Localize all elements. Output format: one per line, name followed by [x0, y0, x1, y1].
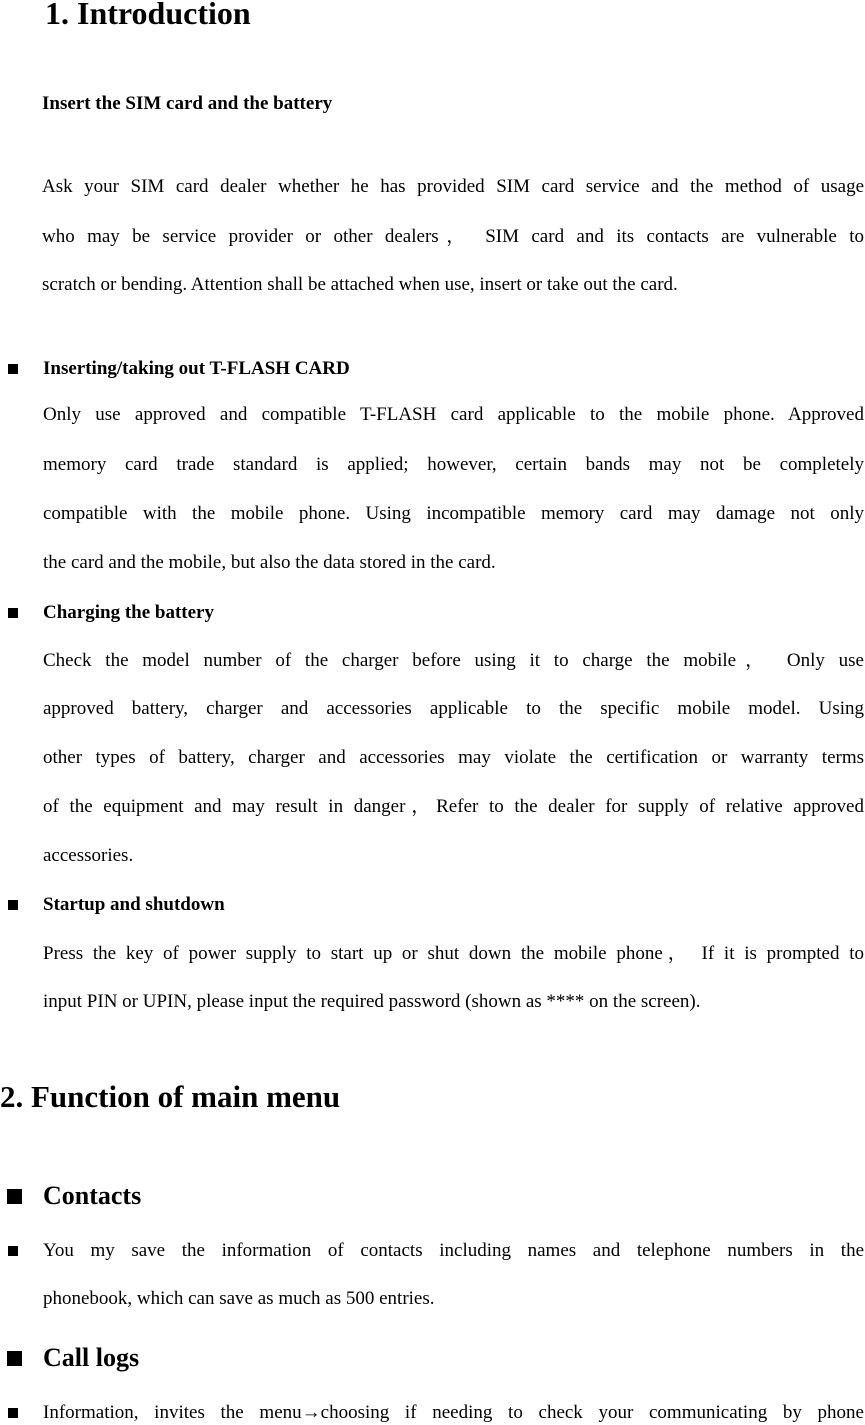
- bullet-square-icon: [8, 900, 18, 910]
- bullet-heading: Startup and shutdown: [43, 894, 225, 915]
- bullet-line: input PIN or UPIN, please input the required password (shown as **** on the screen).: [43, 991, 701, 1012]
- bullet-square-icon: [8, 1246, 18, 1256]
- bullet-line: Check the model number of the charger before using it to charge the mobile， Only use: [43, 650, 864, 671]
- bullet-square-icon: [7, 1351, 22, 1366]
- bullet-heading: Charging the battery: [43, 602, 214, 623]
- bullet-heading: Inserting/taking out T-FLASH CARD: [43, 358, 350, 379]
- bullet-line: of the equipment and may result in danger，Refer to the dealer for supply of relative approved: [43, 796, 864, 817]
- bullet-line: Only use approved and compatible T-FLASH card applicable to the mobile phone. Approved: [43, 404, 864, 425]
- call-logs-heading: Call logs: [43, 1343, 140, 1372]
- intro-line: who may be service provider or other dealers， SIM card and its contacts are vulnerable to: [42, 226, 864, 247]
- intro-line: scratch or bending. Attention shall be attached when use, insert or take out the card.: [42, 274, 678, 295]
- contacts-line: phonebook, which can save as much as 500 entries.: [43, 1288, 435, 1309]
- bullet-line: the card and the mobile, but also the data stored in the card.: [43, 552, 496, 573]
- bullet-square-icon: [8, 1408, 18, 1418]
- bullet-line: compatible with the mobile phone. Using incompatible memory card may damage not only: [43, 503, 864, 524]
- call-logs-line: Information, invites the menu→choosing if needing to check your communicating by phone: [43, 1402, 864, 1423]
- bullet-square-icon: [8, 364, 18, 374]
- intro-line: Ask your SIM card dealer whether he has provided SIM card service and the method of usage: [42, 176, 864, 197]
- bullet-square-icon: [7, 1189, 22, 1204]
- bullet-line: accessories.: [43, 845, 134, 866]
- contacts-heading: Contacts: [43, 1181, 142, 1210]
- section-2-title: 2. Function of main menu: [0, 1079, 341, 1114]
- contacts-line: You my save the information of contacts including names and telephone numbers in the: [43, 1240, 864, 1261]
- bullet-line: memory card trade standard is applied; however, certain bands may not be completely: [43, 454, 864, 475]
- section-1-subtitle: Insert the SIM card and the battery: [42, 93, 333, 114]
- bullet-line: approved battery, charger and accessories applicable to the specific mobile model. Using: [43, 698, 864, 719]
- bullet-line: Press the key of power supply to start up or shut down the mobile phone， If it is prompted to: [43, 943, 864, 964]
- bullet-line: other types of battery, charger and accessories may violate the certification or warranty terms: [43, 747, 864, 768]
- section-1-title: 1. Introduction: [45, 0, 251, 31]
- bullet-square-icon: [8, 608, 18, 618]
